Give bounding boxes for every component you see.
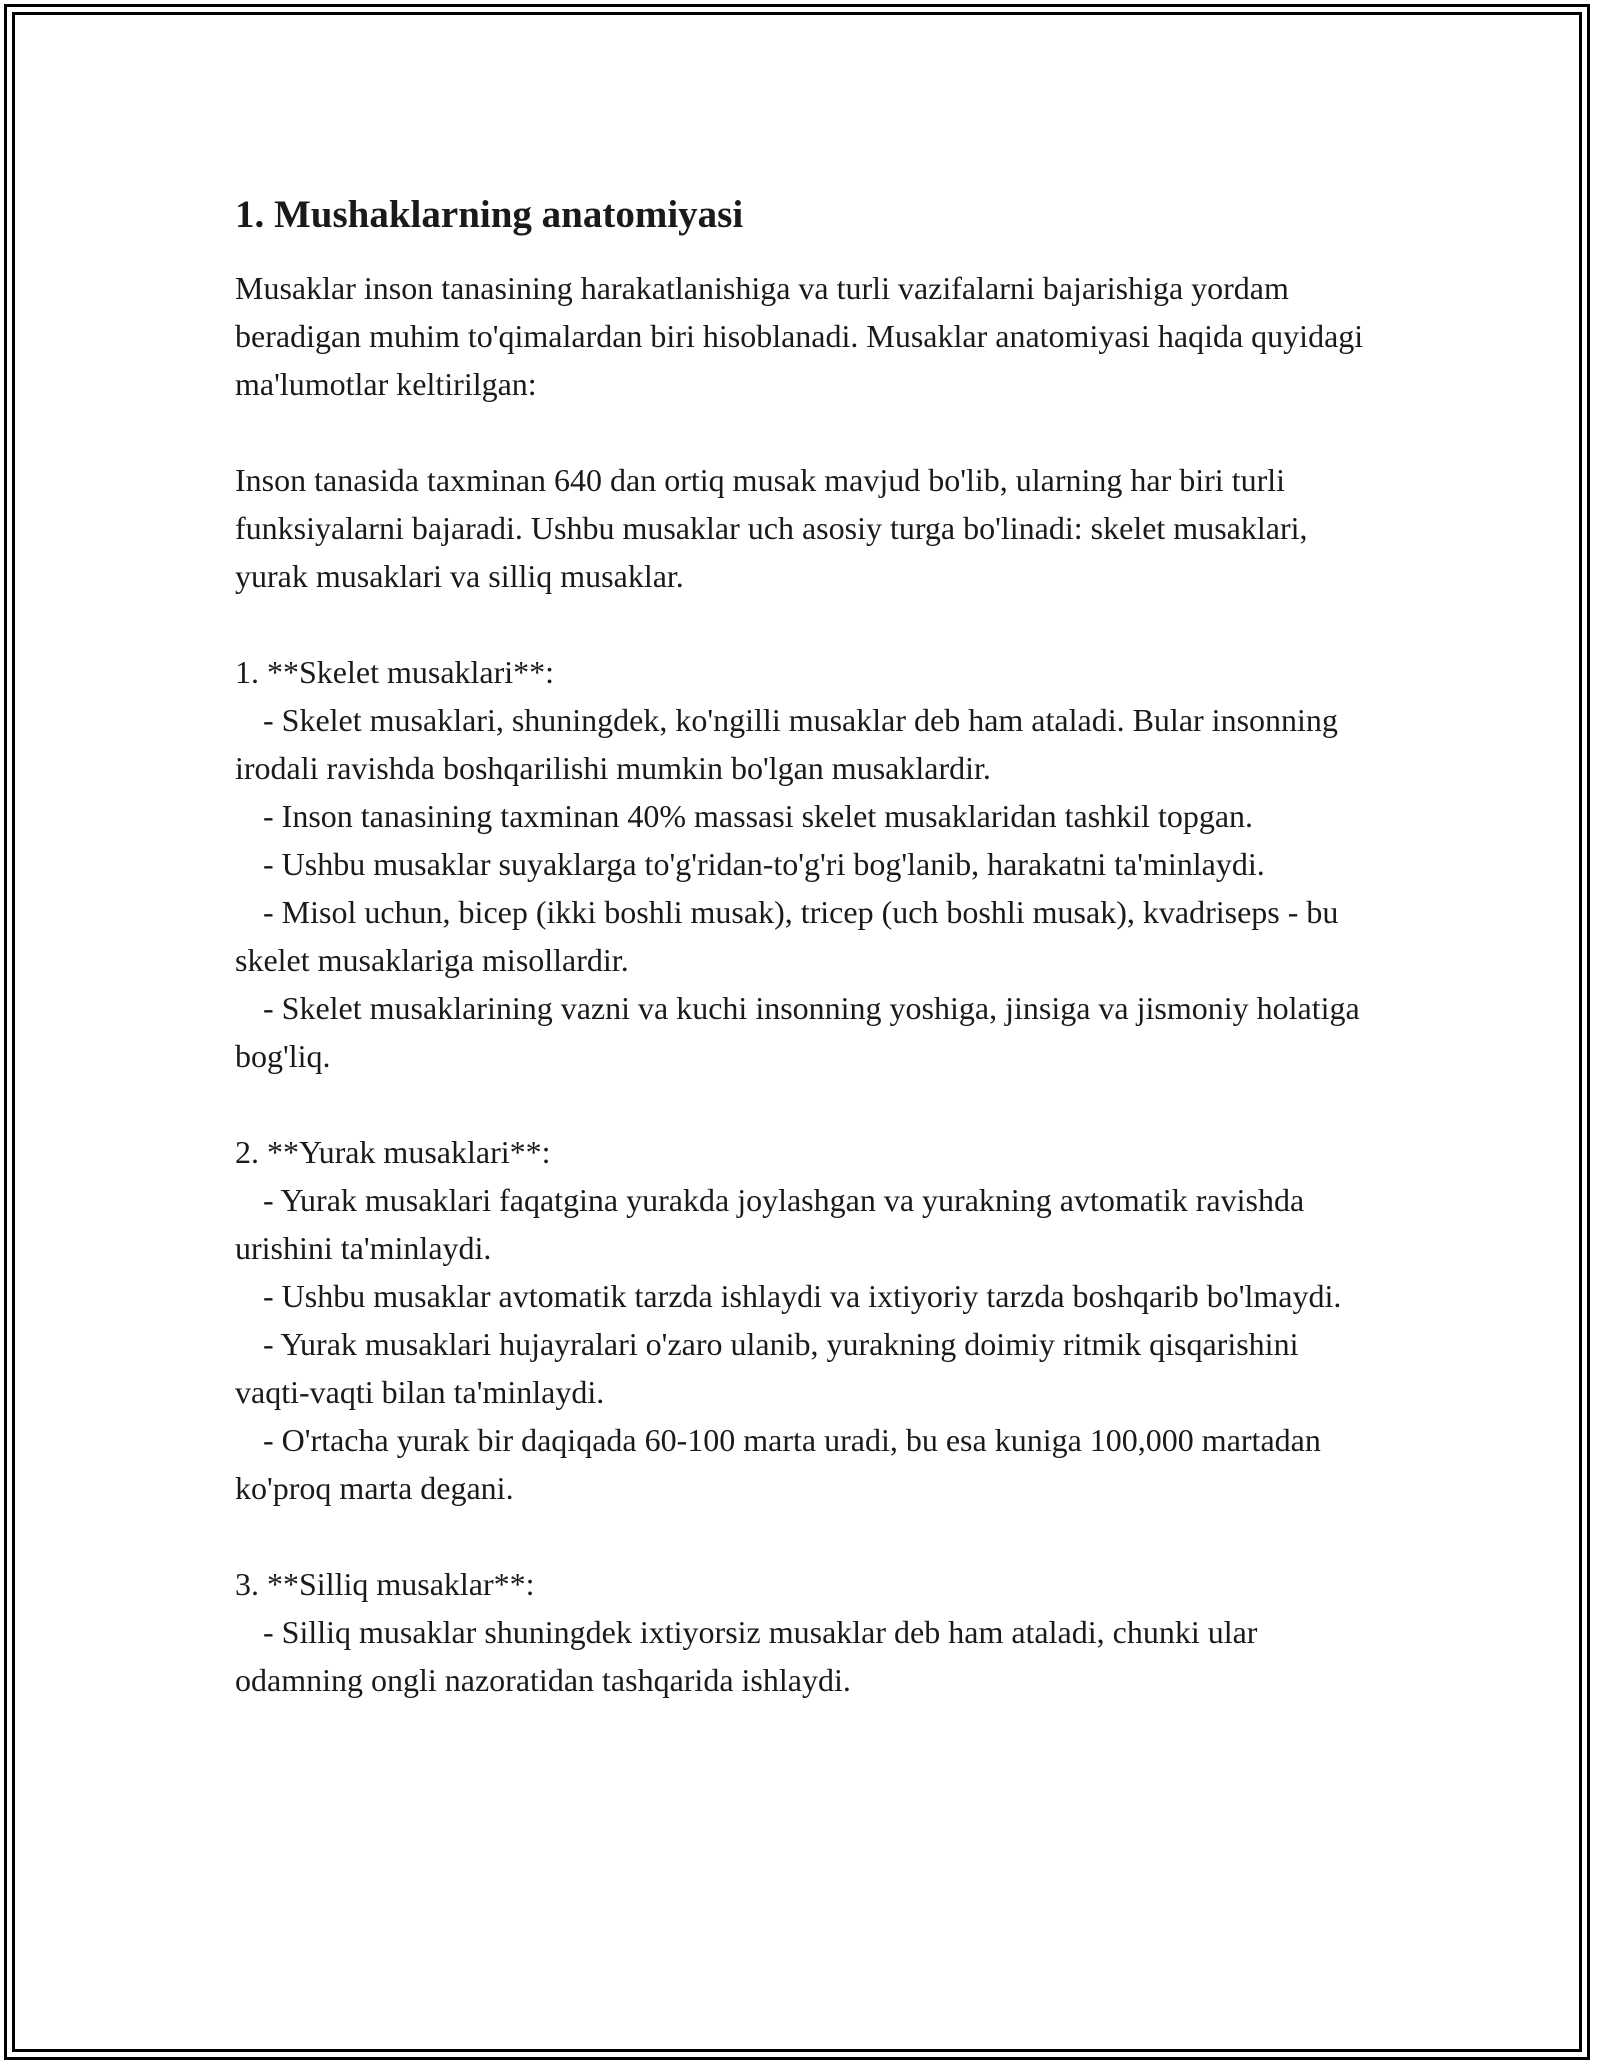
list-item-text: - Skelet musaklari, shuningdek, ko'ngilli musaklar deb ham ataladi. Bular insonning irodali ravishda boshqarilishi mumkin bo'lgan musaklardir. (235, 702, 1338, 786)
list-item-text: - O'rtacha yurak bir daqiqada 60-100 marta uradi, bu esa kuniga 100,000 martadan ko'proq marta degani. (235, 1422, 1321, 1506)
list-item (235, 1176, 1365, 1272)
list-item-text: - Inson tanasining taxminan 40% massasi skelet musaklaridan tashkil topgan. (263, 798, 1254, 834)
section-title: 1. **Skelet musaklari**: (235, 654, 555, 690)
list-item-text: - Misol uchun, bicep (ikki boshli musak), tricep (uch boshli musak), kvadriseps - bu skelet musaklariga misollardir. (235, 894, 1339, 978)
section-skelet (235, 648, 1365, 1080)
list-item (235, 1320, 1365, 1416)
list-item (235, 792, 1365, 840)
list-item (235, 1608, 1365, 1704)
section-silliq (235, 1560, 1365, 1704)
list-item (235, 696, 1365, 792)
section-title: 3. **Silliq musaklar**: (235, 1566, 535, 1602)
section-title: 2. **Yurak musaklari**: (235, 1134, 551, 1170)
list-item (235, 888, 1365, 984)
document-heading: 1. Mushaklarning anatomiyasi (235, 193, 744, 236)
spacer (235, 600, 1365, 648)
overview-paragraph: Inson tanasida taxminan 640 dan ortiq musak mavjud bo'lib, ularning har biri turli funksiyalarni bajaradi. Ushbu musaklar uch asosiy turga bo'linadi: skelet musaklari, yurak musaklari va silliq musaklar. (235, 462, 1308, 594)
list-item-text: - Yurak musaklari faqatgina yurakda joylashgan va yurakning avtomatik ravishda urishini ta'minlaydi. (235, 1182, 1305, 1266)
document-body (235, 188, 1365, 1704)
list-item-text: - Yurak musaklari hujayralari o'zaro ulanib, yurakning doimiy ritmik qisqarishini vaqti-vaqti bilan ta'minlaydi. (235, 1326, 1299, 1410)
list-item (235, 840, 1365, 888)
list-item-text: - Ushbu musaklar avtomatik tarzda ishlaydi va ixtiyoriy tarzda boshqarib bo'lmaydi. (263, 1278, 1342, 1314)
list-item-text: - Ushbu musaklar suyaklarga to'g'ridan-to'g'ri bog'lanib, harakatni ta'minlaydi. (263, 846, 1265, 882)
list-item (235, 1272, 1365, 1320)
spacer (235, 1512, 1365, 1560)
list-item (235, 984, 1365, 1080)
spacer (235, 1080, 1365, 1128)
list-item-text: - Silliq musaklar shuningdek ixtiyorsiz musaklar deb ham ataladi, chunki ular odamning ongli nazoratidan tashqarida ishlaydi. (235, 1614, 1258, 1698)
list-item-text: - Skelet musaklarining vazni va kuchi insonning yoshiga, jinsiga va jismoniy holatiga bog'liq. (235, 990, 1360, 1074)
spacer (235, 408, 1365, 456)
intro-paragraph: Musaklar inson tanasining harakatlanishiga va turli vazifalarni bajarishiga yordam beradigan muhim to'qimalardan biri hisoblanadi. Musaklar anatomiyasi haqida quyidagi ma'lumotlar keltirilgan: (235, 270, 1364, 402)
section-yurak (235, 1128, 1365, 1512)
list-item (235, 1416, 1365, 1512)
